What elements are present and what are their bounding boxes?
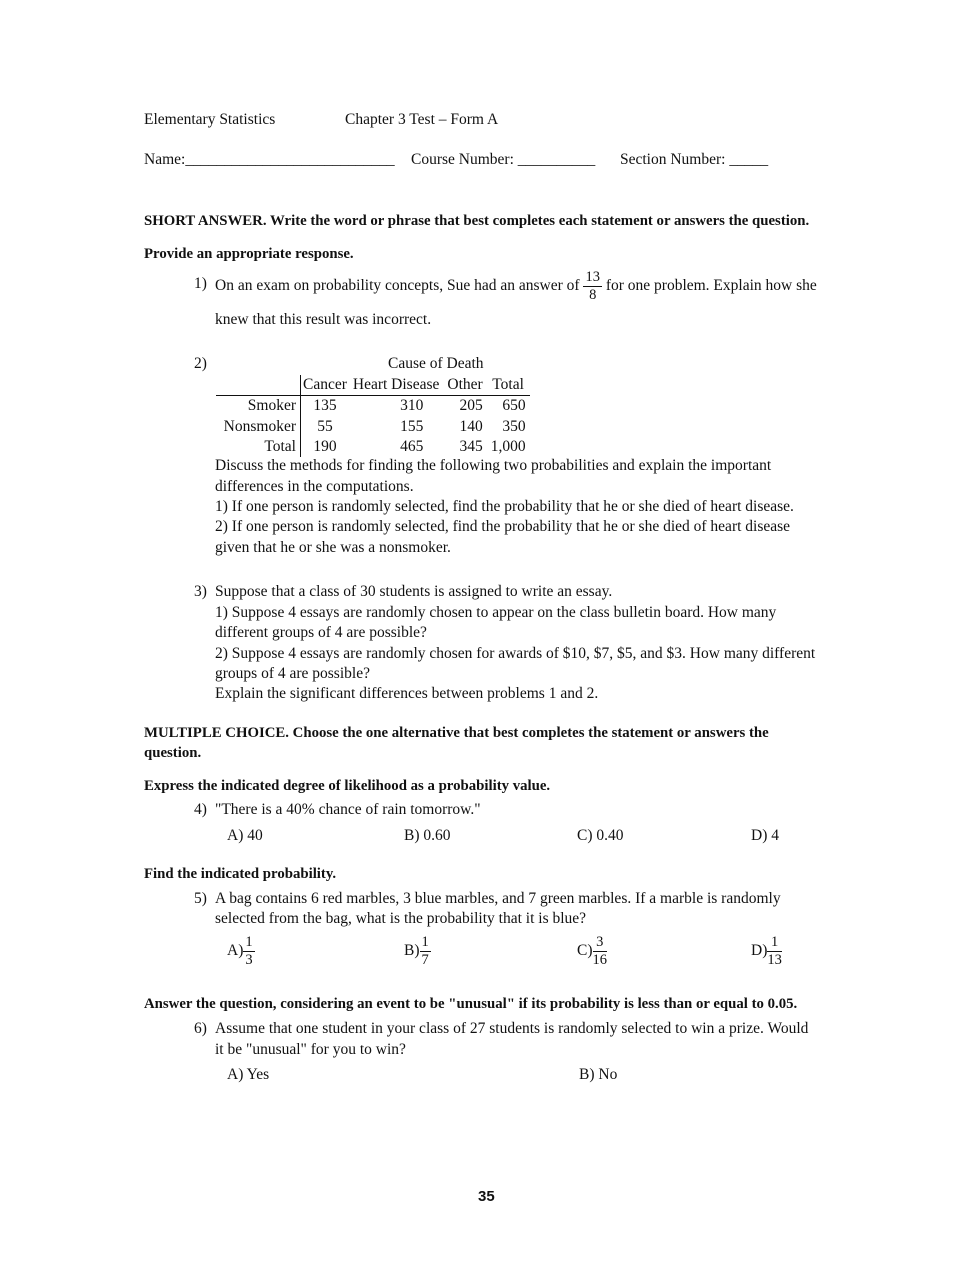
multiple-choice-heading: MULTIPLE CHOICE. Choose the one alternative that best completes the statement or answers the <box>144 725 769 741</box>
frac-num: 1 <box>421 934 429 951</box>
q1-frac-den: 8 <box>589 286 597 303</box>
table-cell: 155 <box>400 417 424 435</box>
q1-number: 1) <box>194 275 207 292</box>
q5-option-a-fraction <box>243 935 254 967</box>
q1-text-after: for one problem. Explain how she <box>605 277 817 294</box>
table-header-cell: Other <box>443 375 486 396</box>
q5-option-c-label: C) <box>577 942 593 959</box>
q3-line: Explain the significant differences between problems 1 and 2. <box>215 685 599 702</box>
table-row-label: Nonsmoker <box>216 417 301 437</box>
frac-den: 13 <box>767 951 782 968</box>
section-heading-likelihood: Express the indicated degree of likelihood as a probability value. <box>144 778 551 794</box>
q6-option-b: B) No <box>579 1066 618 1083</box>
table-cell: 205 <box>459 397 483 415</box>
table-row <box>216 417 530 437</box>
frac-den: 16 <box>592 951 607 968</box>
frac-num: 1 <box>767 935 782 952</box>
short-answer-heading: SHORT ANSWER. Write the word or phrase that best completes each statement or answers the question. <box>144 213 810 229</box>
q5-number: 5) <box>194 890 207 907</box>
q3-line: groups of 4 are possible? <box>215 665 370 682</box>
q4-text: "There is a 40% chance of rain tomorrow." <box>215 801 481 818</box>
q6-option-a: A) Yes <box>227 1066 270 1083</box>
q5-option-b-label: B) <box>404 942 420 959</box>
frac-den: 3 <box>245 951 253 968</box>
q4-option-d: D) 4 <box>751 827 779 844</box>
table-cell: 310 <box>400 397 424 415</box>
table-cell: 190 <box>313 438 337 456</box>
short-answer-subheading: Provide an appropriate response. <box>144 246 354 262</box>
multiple-choice-heading-cont: question. <box>144 745 202 761</box>
course-number-field: Course Number: __________ <box>411 151 596 168</box>
table-title: Cause of Death <box>388 355 484 372</box>
q3-line: 2) Suppose 4 essays are randomly chosen for awards of $10, $7, $5, and $3. How many different <box>215 645 816 662</box>
q1-line2: knew that this result was incorrect. <box>215 311 432 328</box>
q3-line: 1) Suppose 4 essays are randomly chosen to appear on the class bulletin board. How many <box>215 604 777 621</box>
q2-line: Discuss the methods for finding the following two probabilities and explain the important <box>215 457 772 474</box>
table-row-label: Total <box>216 437 301 457</box>
table-row-label: Smoker <box>216 396 301 417</box>
table-row <box>216 396 530 417</box>
q5-option-a <box>227 932 255 970</box>
page-number: 35 <box>478 1188 495 1205</box>
table-header-cell: Total <box>487 375 530 396</box>
q5-option-a-label: A) <box>227 942 244 959</box>
table-row <box>216 437 530 457</box>
q1-text <box>215 266 817 306</box>
table-header-row <box>216 375 530 396</box>
q3-line: Suppose that a class of 30 students is assigned to write an essay. <box>215 583 613 600</box>
q5-option-d <box>751 932 782 970</box>
cause-of-death-table <box>216 375 530 457</box>
q5-option-b-fraction <box>420 935 431 967</box>
q4-number: 4) <box>194 801 207 818</box>
frac-den: 7 <box>421 951 429 968</box>
table-header-cell: Cancer <box>301 375 349 396</box>
q2-line: 2) If one person is randomly selected, find the probability that he or she died of heart disease <box>215 518 791 535</box>
q2-line: 1) If one person is randomly selected, find the probability that he or she died of heart disease. <box>215 498 794 515</box>
q5-option-c <box>577 932 607 970</box>
table-cell: 135 <box>313 397 337 415</box>
table-cell: 140 <box>459 417 483 435</box>
table-cell: 55 <box>317 417 333 435</box>
q6-line2: it be "unusual" for you to win? <box>215 1041 406 1058</box>
q3-line: different groups of 4 are possible? <box>215 624 427 641</box>
name-field: Name:___________________________ <box>144 151 395 168</box>
section-heading-unusual: Answer the question, considering an event to be "unusual" if its probability is less than or equal to 0.05. <box>144 996 798 1012</box>
q2-line: differences in the computations. <box>215 478 414 495</box>
q4-option-a: A) 40 <box>227 827 263 844</box>
q5-option-c-fraction <box>593 935 608 967</box>
test-title: Chapter 3 Test – Form A <box>345 111 499 128</box>
q5-option-d-fraction <box>767 935 782 967</box>
q6-line1: Assume that one student in your class of 27 students is randomly selected to win a prize. Would <box>215 1020 809 1037</box>
q4-option-c: C) 0.40 <box>577 827 624 844</box>
table-cell: 465 <box>400 438 424 456</box>
q2-number: 2) <box>194 355 207 372</box>
table-cell: 350 <box>502 417 526 435</box>
q4-option-b: B) 0.60 <box>404 827 451 844</box>
q5-option-d-label: D) <box>751 942 768 959</box>
section-heading-probability: Find the indicated probability. <box>144 866 337 882</box>
table-cell: 650 <box>502 397 526 415</box>
q1-fraction <box>583 270 602 302</box>
q5-line1: A bag contains 6 red marbles, 3 blue marbles, and 7 green marbles. If a marble is randomly <box>215 890 781 907</box>
q5-option-b <box>404 932 431 970</box>
table-cell: 345 <box>459 438 483 456</box>
frac-num: 3 <box>593 935 608 952</box>
table-corner <box>216 375 301 396</box>
q5-line2: selected from the bag, what is the probability that it is blue? <box>215 910 587 927</box>
table-cell: 1,000 <box>490 438 526 456</box>
frac-num: 1 <box>245 934 253 951</box>
table-header-cell: Heart Disease <box>349 375 444 396</box>
section-number-field: Section Number: _____ <box>620 151 769 168</box>
q1-text-before: On an exam on probability concepts, Sue had an answer of <box>215 277 580 294</box>
q3-number: 3) <box>194 583 207 600</box>
q1-frac-num: 13 <box>585 269 600 286</box>
q2-line: given that he or she was a nonsmoker. <box>215 539 451 556</box>
course-title: Elementary Statistics <box>144 111 276 128</box>
q6-number: 6) <box>194 1020 207 1037</box>
